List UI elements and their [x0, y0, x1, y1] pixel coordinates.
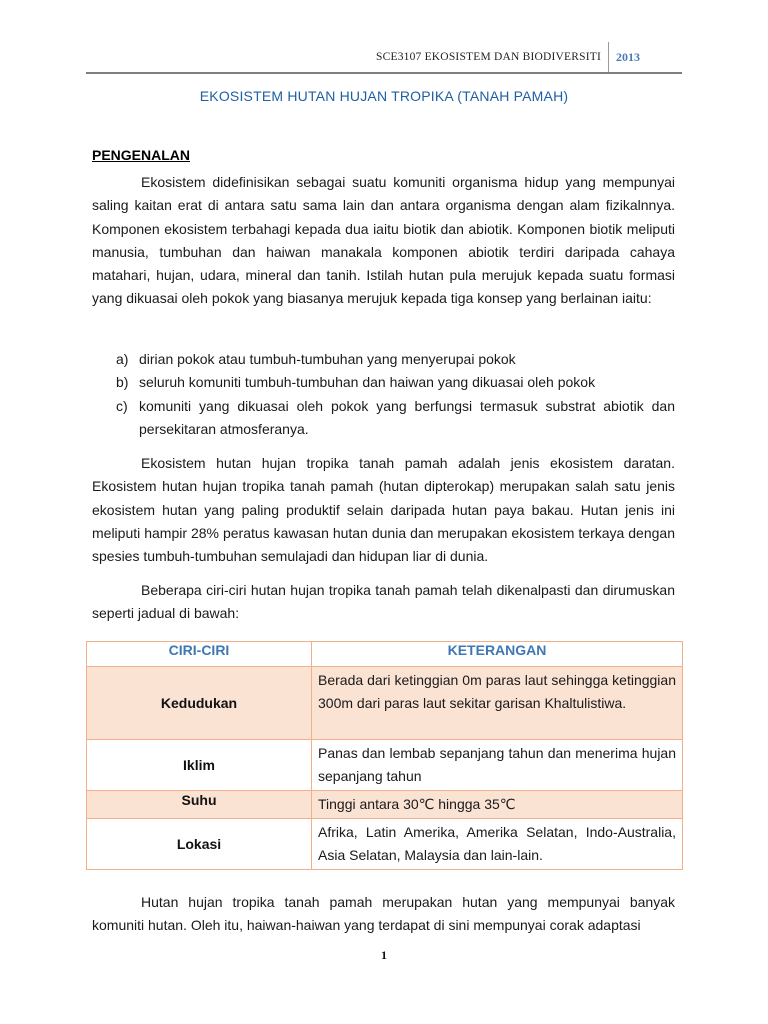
document-title: EKOSISTEM HUTAN HUJAN TROPIKA (TANAH PAMAH) [199, 88, 569, 104]
list-marker: b) [116, 374, 129, 391]
table-cell-label: Suhu [87, 791, 312, 819]
table-cell-desc: Tinggi antara 30℃ hingga 35℃ [312, 791, 683, 819]
section-heading: PENGENALAN [92, 147, 191, 163]
list-item [92, 348, 675, 371]
paragraph-closing [92, 891, 675, 938]
table-row [87, 791, 683, 819]
features-table [86, 641, 683, 870]
paragraph-closing-text: Hutan hujan tropika tanah pamah merupakan hutan yang mempunyai banyak komuniti hutan. Oleh itu, haiwan-haiwan yang terdapat di sini mempunyai corak adaptasi [92, 894, 675, 934]
header-divider [608, 42, 609, 72]
table-cell-label: Lokasi [87, 819, 312, 870]
table-cell-label: Iklim [87, 740, 312, 791]
table-row [87, 667, 683, 740]
table-header-keterangan: KETERANGAN [312, 642, 683, 667]
table-header-row [87, 642, 683, 667]
paragraph-intro [92, 171, 675, 311]
header-rule [86, 72, 682, 74]
table-cell-desc: Afrika, Latin Amerika, Amerika Selatan, Indo-Australia, Asia Selatan, Malaysia dan lain-lain. [312, 819, 683, 870]
page-number: 1 [381, 948, 387, 962]
paragraph-ecosystem-text: Ekosistem hutan hujan tropika tanah pamah adalah jenis ekosistem daratan. Ekosistem hutan hujan tropika tanah pamah (hutan dipterokap) merupakan salah satu jenis ekosistem hutan yang paling produktif selain daripada hutan paya bakau. Hutan jenis ini meliputi hampir 28% peratus kawasan hutan dunia dan merupakan ekosistem terkaya dengan spesies tumbuh-tumbuhan semulajadi dan hidupan liar di dunia. [92, 455, 675, 565]
concept-list [92, 348, 675, 441]
table-cell-desc: Berada dari ketinggian 0m paras laut sehingga ketinggian 300m dari paras laut sekitar garisan Khaltulistiwa. [312, 667, 683, 740]
table-row [87, 740, 683, 791]
table-header-ciri: CIRI-CIRI [87, 642, 312, 667]
table-cell-desc: Panas dan lembab sepanjang tahun dan menerima hujan sepanjang tahun [312, 740, 683, 791]
list-item-text: seluruh komuniti tumbuh-tumbuhan dan haiwan yang dikuasai oleh pokok [139, 374, 596, 391]
list-item [92, 395, 675, 442]
list-item-text: komuniti yang dikuasai oleh pokok yang berfungsi termasuk substrat abiotik dan persekitaran atmosferanya. [139, 397, 675, 437]
paragraph-features-text: Beberapa ciri-ciri hutan hujan tropika tanah pamah telah dikenalpasti dan dirumuskan seperti jadual di bawah: [92, 582, 675, 622]
paragraph-ecosystem [92, 452, 675, 568]
list-marker: a) [116, 351, 129, 367]
list-item-text: dirian pokok atau tumbuh-tumbuhan yang menyerupai pokok [139, 351, 516, 367]
list-marker: c) [116, 397, 128, 414]
course-code: SCE3107 EKOSISTEM DAN BIODIVERSITI [376, 51, 601, 63]
page-header [0, 40, 768, 80]
table-row [87, 819, 683, 870]
paragraph-intro-text: Ekosistem didefinisikan sebagai suatu komuniti organisma hidup yang mempunyai saling kaitan erat di antara satu sama lain dan antara organisma dengan alam fizikalnnya. Komponen ekosistem terbahagi kepada dua iaitu biotik dan abiotik. Komponen biotik meliputi manusia, tumbuhan dan haiwan manakala komponen abiotik terdiri daripada cahaya matahari, hujan, udara, mineral dan tanih. Istilah hutan pula merujuk kepada suatu formasi yang dikuasai oleh pokok yang biasanya merujuk kepada tiga konsep yang berlainan iaitu: [92, 174, 675, 307]
table-cell-label: Kedudukan [87, 667, 312, 740]
list-item [92, 371, 675, 394]
paragraph-features [92, 579, 675, 626]
header-year: 2013 [616, 50, 640, 64]
